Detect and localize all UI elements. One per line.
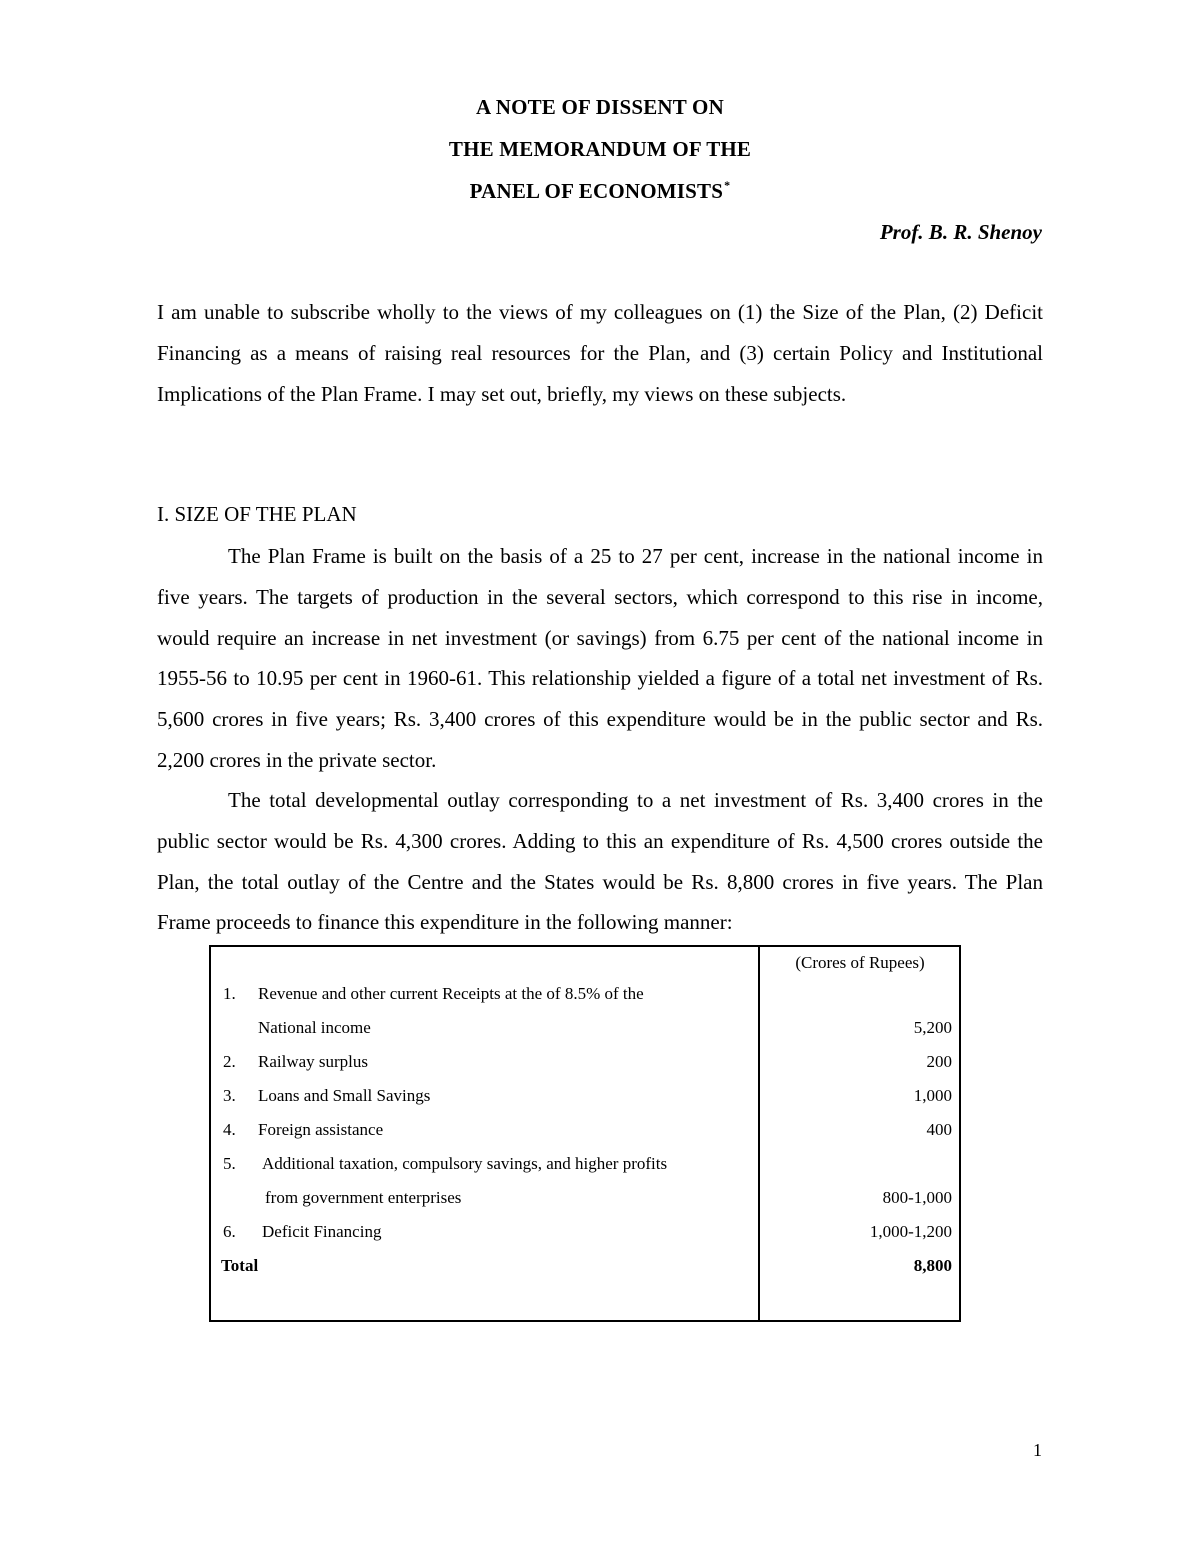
row-value: 1,000-1,200 [869,1222,952,1241]
title-line-1: A NOTE OF DISSENT ON [476,95,724,119]
table-row [211,1218,961,1252]
financing-table [209,945,961,1322]
table-row [211,1116,961,1150]
table-row [211,1150,961,1184]
row-number: 5. [223,1154,236,1173]
table-row [211,1014,961,1048]
row-value: 200 [926,1052,952,1071]
row-value: 5,200 [913,1018,952,1037]
table-unit-header: (Crores of Rupees) [795,953,925,972]
section-paragraph-1: The Plan Frame is built on the basis of a 25 to 27 per cent, increase in the national income in five years. The targets of production in the several sectors, which correspond to this rise in income, would require an increase in net investment (or savings) from 6.75 per cent of the national income in 1955-56 to 10.95 per cent in 1960-61. This relationship yielded a figure of a total net investment of Rs. 5,600 crores in five years; Rs. 3,400 crores of this expenditure would be in the public sector and Rs. 2,200 crores in the private sector. [157,544,1043,772]
title-line-3 [0,178,1200,204]
total-label: Total [221,1256,259,1275]
row-label: Loans and Small Savings [258,1086,431,1105]
page-number: 1 [1033,1440,1042,1460]
row-value: 1,000 [913,1086,952,1105]
section-paragraph-2: The total developmental outlay corresponding to a net investment of Rs. 3,400 crores in the public sector would be Rs. 4,300 crores. Adding to this an expenditure of Rs. 4,500 crores outside the Plan, the total outlay of the Centre and the States would be Rs. 8,800 crores in five years. The Plan Frame proceeds to finance this expenditure in the following manner: [157,788,1043,935]
row-label: Foreign assistance [258,1120,384,1139]
intro-paragraph: I am unable to subscribe wholly to the views of my colleagues on (1) the Size of the Plan, (2) Deficit Financing as a means of raising real resources for the Plan, and (3) certain Policy and Institutional Implications of the Plan Frame. I may set out, briefly, my views on these subjects. [157,300,1043,406]
table-row [211,980,961,1014]
total-value: 8,800 [913,1256,952,1275]
title-line-3-text: PANEL OF ECONOMISTS [469,179,724,203]
table-total-row [211,1252,961,1286]
row-number: 4. [223,1120,236,1139]
section-heading: I. SIZE OF THE PLAN [157,502,357,526]
row-value: 400 [926,1120,952,1139]
row-label: Railway surplus [258,1052,369,1071]
row-label: Additional taxation, compulsory savings, and higher profits [262,1154,668,1173]
row-label: National income [258,1018,371,1037]
table-row [211,1184,961,1218]
row-label: from government enterprises [265,1188,462,1207]
row-label: Revenue and other current Receipts at the of 8.5% of the [258,984,644,1003]
row-label: Deficit Financing [262,1222,382,1241]
row-number: 6. [223,1222,236,1241]
table-row [211,1048,961,1082]
author-name: Prof. B. R. Shenoy [879,220,1042,244]
row-number: 1. [223,984,236,1003]
row-value: 800-1,000 [882,1188,952,1207]
row-number: 2. [223,1052,236,1071]
footnote-marker: * [724,178,731,192]
table-row [211,1082,961,1116]
row-number: 3. [223,1086,236,1105]
title-line-2: THE MEMORANDUM OF THE [448,137,752,161]
